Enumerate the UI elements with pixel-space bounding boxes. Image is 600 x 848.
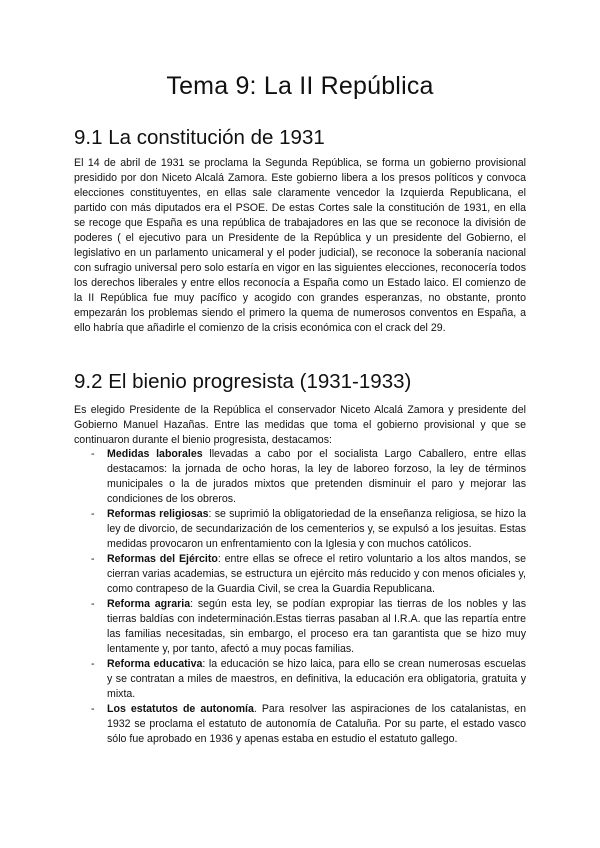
item-term: Reformas del Ejército <box>107 553 218 565</box>
bullet-marker: - <box>91 598 95 610</box>
item-text: llevadas a cabo por el socialista Largo Caballero, entre ellas destacamos: la jornada de ocho horas, la ley de laboreo forzoso, la ley de términos municipales o la de jurados mixtos que pretenden disminuir el paro y mejorar las condiciones de los obreros. <box>107 448 526 505</box>
section-heading-constitution: 9.1 La constitución de 1931 <box>74 126 325 149</box>
list-item-agrarian <box>74 597 526 657</box>
list-item-labor <box>74 447 526 507</box>
item-term: Reforma educativa <box>107 658 203 670</box>
item-text: . Para resolver las aspiraciones de los catalanistas, en 1932 se proclama el estatuto de autonomía de Cataluña. Por su parte, el estado vasco sólo fue aprobado en 1936 y apenas estaba en estudio el estatuto gallego. <box>107 703 526 745</box>
item-term: Medidas laborales <box>107 448 203 460</box>
bullet-marker: - <box>91 553 95 565</box>
section-heading-progressive-biennium: 9.2 El bienio progresista (1931-1933) <box>74 370 412 393</box>
item-text: : la educación se hizo laica, para ello se crean numerosas escuelas y se contratan a miles de maestros, en definitiva, la educación era obligatoria, gratuita y mixta. <box>107 658 526 700</box>
bullet-marker: - <box>91 658 95 670</box>
item-text: : se suprimió la obligatoriedad de la enseñanza religiosa, se hizo la ley de divorcio, de secundarización de los cementerios y, se expulsó a los jesuitas. Estas medidas provocaron un enfrentamiento con la Iglesia y con muchos católicos. <box>107 508 526 550</box>
list-item-education <box>74 657 526 702</box>
item-term: Reforma agraria <box>107 598 191 610</box>
list-item-religious <box>74 507 526 552</box>
list-item-army <box>74 552 526 597</box>
list-item-autonomy <box>74 702 526 747</box>
constitution-paragraph: El 14 de abril de 1931 se proclama la Segunda República, se forma un gobierno provisional presidido por don Niceto Alcalá Zamora. Este gobierno libera a los presos políticos y convoca elecciones constituyentes, en ellas sale claramente vencedor la Izquierda Republicana, el partido con más diputados era el PSOE. De estas Cortes sale la constitución de 1931, en ella se recoge que España es una república de trabajadores en las que se reconoce la división de poderes ( el ejecutivo para un Presidente de la República y un presidente del Gobierno, el legislativo en un parlamento unicameral y el poder judicial), se reconoce la soberanía nacional con sufragio universal pero solo estaría en vigor en las siguientes elecciones, reconocería todos los derechos liberales y entre ellos reconocía a España como un Estado laico. El comienzo de la II República fue muy pacífico y acogido con grandes esperanzas, no obstante, pronto empezarán los problemas siendo el primero la quema de numerosos conventos en España, a ello habría que añadirle el comienzo de la crisis económica con el crack del 29. <box>74 157 526 334</box>
item-term: Reformas religiosas <box>107 508 209 520</box>
item-text: : entre ellas se ofrece el retiro voluntario a los altos mandos, se cierran varias academias, se estructura un ejército más reducido y con menos oficiales y, como contrapeso de la Guardia Civil, se crea la Guardia Republicana. <box>107 553 527 595</box>
bullet-marker: - <box>91 508 95 520</box>
progressive-biennium-intro: Es elegido Presidente de la República el conservador Niceto Alcalá Zamora y presidente del Gobierno Manuel Hazañas. Entre las medidas que toma el gobierno provisional y que se continuaron durante el bienio progresista, destacamos: <box>74 404 526 446</box>
bullet-marker: - <box>91 703 95 715</box>
reforms-list <box>74 447 526 747</box>
item-term: Los estatutos de autonomía <box>107 703 254 715</box>
item-text: : según esta ley, se podían expropiar las tierras de los nobles y las tierras baldías con indeterminación.Estas tierras pasaban al I.R.A. que las repartía entre las familias necesitadas, sin embargo, el proceso era tan garantista que se hizo muy lentamente y, por tanto, afectó a muy pocas familias. <box>107 598 526 655</box>
page-title: Tema 9: La II República <box>166 72 434 100</box>
bullet-marker: - <box>91 448 95 460</box>
